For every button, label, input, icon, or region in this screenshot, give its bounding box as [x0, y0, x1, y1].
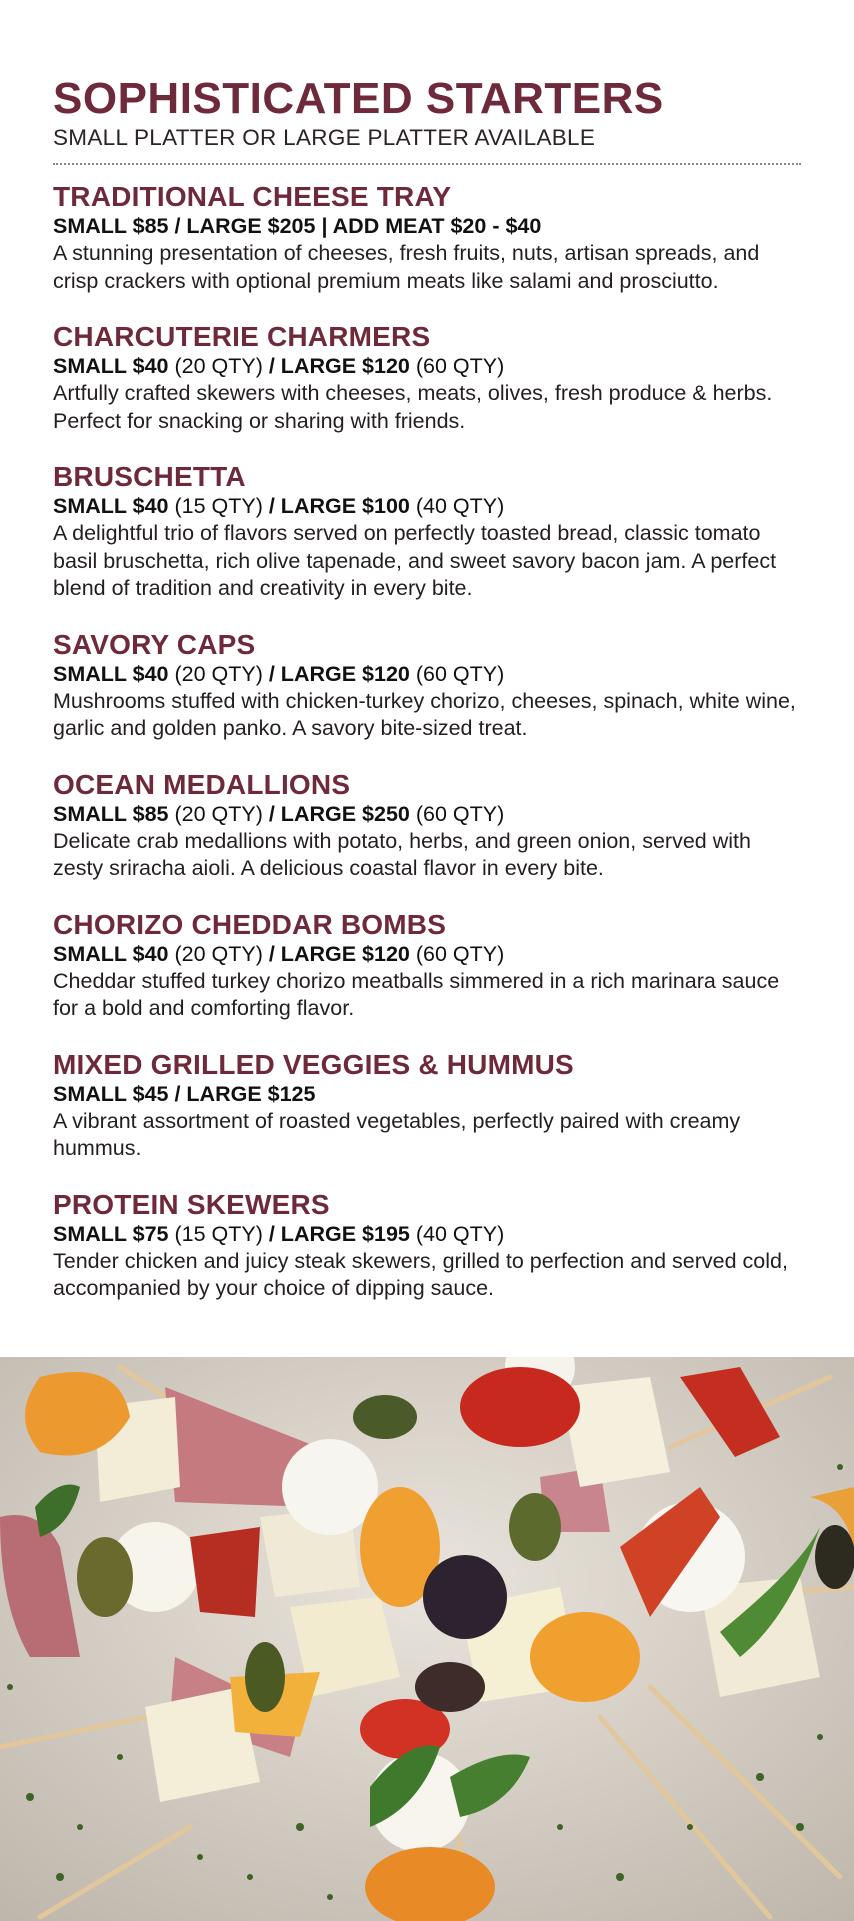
- menu-content: [53, 76, 801, 1329]
- price-amount: SMALL $40: [53, 354, 169, 378]
- price-amount: / LARGE $120: [268, 354, 410, 378]
- item-name: CHORIZO CHEDDAR BOMBS: [53, 908, 447, 940]
- menu-item-chorizo-cheddar-bombs: [53, 909, 801, 1023]
- item-description: Tender chicken and juicy steak skewers, grilled to perfection and served cold, accompanied by your choice of dipping sauce.: [53, 1248, 788, 1300]
- item-description: Cheddar stuffed turkey chorizo meatballs simmered in a rich marinara sauce for a bold and comforting flavor.: [53, 968, 780, 1020]
- page-title: SOPHISTICATED STARTERS: [53, 74, 664, 123]
- item-description: Mushrooms stuffed with chicken-turkey chorizo, cheeses, spinach, white wine, garlic and golden panko. A savory bite-sized treat.: [53, 688, 796, 740]
- item-name: MIXED GRILLED VEGGIES & HUMMUS: [53, 1048, 574, 1080]
- price-quantity: (60 QTY): [409, 354, 505, 378]
- price-amount: SMALL $40: [53, 494, 169, 518]
- price-quantity: (60 QTY): [409, 941, 505, 966]
- price-amount: SMALL $40: [53, 661, 169, 686]
- item-price: [53, 213, 801, 240]
- price-amount: SMALL $85: [53, 801, 169, 826]
- item-price: [53, 493, 801, 520]
- price-quantity: (15 QTY): [168, 1221, 269, 1246]
- price-amount: SMALL $85 / LARGE $205 | ADD MEAT $20 - $40: [53, 214, 542, 238]
- price-amount: SMALL $40: [53, 941, 169, 966]
- price-amount: / LARGE $120: [268, 941, 410, 966]
- price-quantity: (60 QTY): [409, 801, 505, 826]
- menu-item-savory-caps: [53, 629, 801, 743]
- item-price: [53, 353, 801, 380]
- price-amount: SMALL $75: [53, 1221, 169, 1246]
- dotted-divider: [53, 163, 801, 165]
- price-quantity: (40 QTY): [409, 494, 505, 518]
- price-amount: / LARGE $195: [268, 1221, 410, 1246]
- price-amount: / LARGE $120: [268, 661, 410, 686]
- menu-item-bruschetta: [53, 461, 801, 603]
- price-quantity: (20 QTY): [168, 801, 269, 826]
- price-quantity: (20 QTY): [168, 354, 269, 378]
- item-price: [53, 1081, 801, 1108]
- menu-list: [53, 181, 801, 1303]
- price-quantity: (60 QTY): [409, 661, 505, 686]
- price-amount: / LARGE $100: [268, 494, 410, 518]
- menu-item-mixed-grilled-veggies-hummus: [53, 1049, 801, 1163]
- menu-item-ocean-medallions: [53, 769, 801, 883]
- item-name: TRADITIONAL CHEESE TRAY: [53, 181, 452, 212]
- item-name: BRUSCHETTA: [53, 461, 246, 492]
- item-name: CHARCUTERIE CHARMERS: [53, 321, 431, 352]
- price-quantity: (40 QTY): [409, 1221, 505, 1246]
- menu-item-protein-skewers: [53, 1189, 801, 1303]
- appetizer-skewers-photo: [0, 1357, 854, 1921]
- item-price: [53, 1221, 801, 1248]
- item-description: A delightful trio of flavors served on perfectly toasted bread, classic tomato basil bruschetta, rich olive tapenade, and sweet savory bacon jam. A perfect blend of tradition and creativity in every bite.: [53, 521, 777, 600]
- item-name: OCEAN MEDALLIONS: [53, 768, 351, 800]
- skewers-illustration: [0, 1357, 854, 1921]
- price-amount: / LARGE $250: [268, 801, 410, 826]
- price-quantity: (15 QTY): [168, 494, 269, 518]
- item-description: Artfully crafted skewers with cheeses, meats, olives, fresh produce & herbs. Perfect for snacking or sharing with friends.: [53, 381, 773, 433]
- item-name: SAVORY CAPS: [53, 628, 256, 660]
- item-description: A stunning presentation of cheeses, fresh fruits, nuts, artisan spreads, and crisp crackers with optional premium meats like salami and prosciutto.: [53, 241, 760, 293]
- item-description: Delicate crab medallions with potato, herbs, and green onion, served with zesty sriracha aioli. A delicious coastal flavor in every bite.: [53, 828, 751, 880]
- item-name: PROTEIN SKEWERS: [53, 1188, 330, 1220]
- menu-item-charcuterie-charmers: [53, 321, 801, 435]
- item-price: [53, 941, 801, 968]
- menu-item-traditional-cheese-tray: [53, 181, 801, 295]
- item-price: [53, 801, 801, 828]
- price-quantity: (20 QTY): [168, 661, 269, 686]
- price-amount: SMALL $45 / LARGE $125: [53, 1081, 316, 1106]
- item-price: [53, 661, 801, 688]
- price-quantity: (20 QTY): [168, 941, 269, 966]
- page-subtitle: SMALL PLATTER OR LARGE PLATTER AVAILABLE: [53, 125, 596, 150]
- item-description: A vibrant assortment of roasted vegetables, perfectly paired with creamy hummus.: [53, 1108, 741, 1160]
